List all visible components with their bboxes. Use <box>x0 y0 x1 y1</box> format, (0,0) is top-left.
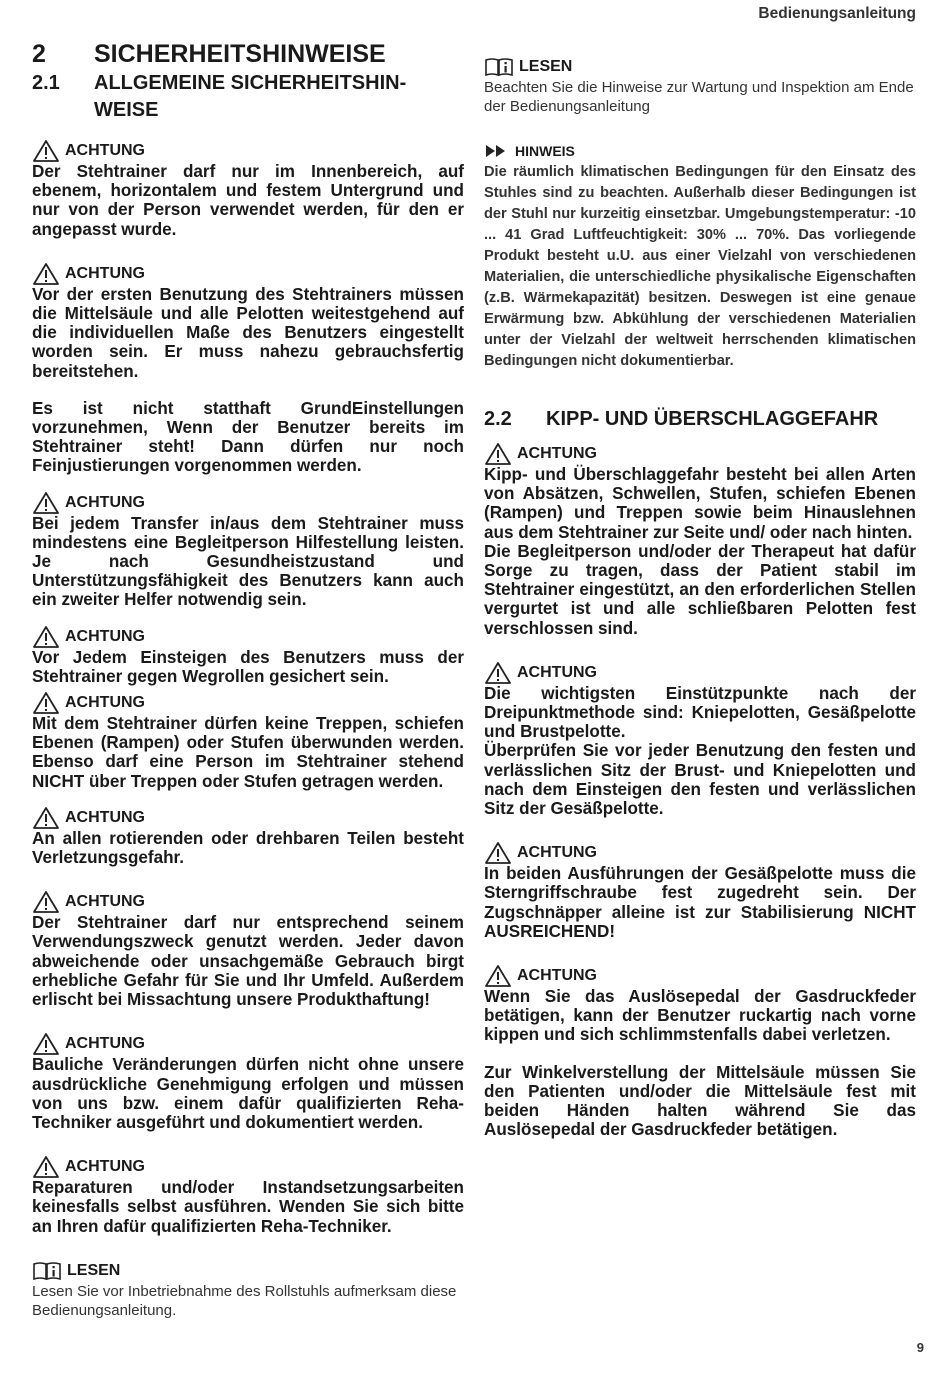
page-number: 9 <box>916 1340 924 1355</box>
warning-text: Der Stehtrainer darf nur entsprechend seinem Verwendungszweck genutzt werden. Jeder davon abweichende oder unsachgemäße Gebrauch birgt erhebliche Gefahr für Sie und Ihr Umfeld. Außerdem erlischt bei Missachtung unsere Produkthaftung! <box>32 913 464 1010</box>
read-label: LESEN <box>32 1260 464 1282</box>
read-block <box>484 56 916 116</box>
warning-label: ACHTUNG <box>32 263 464 285</box>
warning-text: Kipp- und Überschlaggefahr besteht bei allen Arten von Absätzen, Schwellen, Stufen, schiefen Ebenen (Rampen) und Treppen sowie beim Hinauslehnen aus dem Stehtrainer zur Seite und/ oder nach hinten. Die Begleitperson und/oder der Therapeut hat dafür Sorge zu tragen, dass der Patient stabil im Stehtrainer eingestützt, an den erforderlichen Stellen vergurtet ist und alle schließbaren Pelotten fest verschlossen sind. <box>484 465 916 638</box>
warning-text: Der Stehtrainer darf nur im Innenbereich, auf ebenem, horizontalem und festem Untergrund und nur von der Person verwendet werden, für den er angepasst wurde. <box>32 162 464 239</box>
right-column <box>484 50 916 1139</box>
warning-block <box>32 263 464 381</box>
hint-label: HINWEIS <box>484 140 916 162</box>
warning-label: ACHTUNG <box>484 662 916 684</box>
warning-block <box>32 140 464 239</box>
warning-block <box>32 891 464 1009</box>
warning-label: ACHTUNG <box>484 443 916 465</box>
warning-label: ACHTUNG <box>484 842 916 864</box>
book-info-icon <box>484 57 514 77</box>
warning-block <box>32 807 464 867</box>
section-number: 2 <box>32 40 46 68</box>
section-number: 2.2 <box>484 408 512 430</box>
warning-triangle-icon <box>32 890 60 914</box>
warning-triangle-icon <box>484 964 512 988</box>
warning-label: ACHTUNG <box>484 965 916 987</box>
warning-label: ACHTUNG <box>32 492 464 514</box>
hint-block <box>484 140 916 372</box>
warning-block <box>484 443 916 638</box>
warning-triangle-icon <box>32 1155 60 1179</box>
warning-triangle-icon <box>32 139 60 163</box>
section-number: 2.1 <box>32 72 60 94</box>
paragraph: Es ist nicht statthaft GrundEinstellungen vorzunehmen, Wenn der Benutzer bereits im Stehtrainer steht! Dann dürfen nur noch Feinjustierungen vorgenommen werden. <box>32 398 464 476</box>
warning-triangle-icon <box>32 625 60 649</box>
warning-label: ACHTUNG <box>32 807 464 829</box>
warning-text: Die wichtigsten Einstützpunkte nach der Dreipunktmethode sind: Kniepelotten, Gesäßpelotte und Brustpelotte. Überprüfen Sie vor jeder Benutzung den festen und verlässlichen Sitz der Brust- und Kniepelotten und nach dem Einsteigen den festen und verlässlichen Sitz der Gesäßpelotte. <box>484 683 916 819</box>
warning-text: Wenn Sie das Auslösepedal der Gasdruckfeder betätigen, kann der Benutzer ruckartig nach vorne kippen und sich schlimmstenfalls dabei verletzen. <box>484 987 916 1045</box>
warning-block <box>32 1033 464 1132</box>
warning-block <box>484 842 916 941</box>
section-title: ALLGEMEINE SICHERHEITSHIN-WEISE <box>94 72 407 121</box>
warning-text: Mit dem Stehtrainer dürfen keine Treppen, schiefen Ebenen (Rampen) oder Stufen überwunden werden. Ebenso darf eine Person im Stehtrainer stehend NICHT über Treppen oder Stufen getragen werden. <box>32 714 464 791</box>
warning-label: ACHTUNG <box>32 1033 464 1055</box>
warning-triangle-icon <box>32 262 60 286</box>
warning-text: In beiden Ausführungen der Gesäßpelotte muss die Sterngriffschraube fest zugedreht sein. Der Zugschnäpper alleine ist zur Stabilisierung NICHT AUSREICHEND! <box>484 864 916 941</box>
section-title: SICHERHEITSHINWEISE <box>94 40 386 68</box>
warning-text: Vor der ersten Benutzung des Stehtrainers müssen die Mittelsäule und alle Pelotten weitestgehend auf die individuellen Maße des Benutzers eingestellt worden sein. Er muss nahezu gebrauchsfertig bereitstehen. <box>32 284 464 381</box>
warning-block <box>484 965 916 1045</box>
section-title: KIPP- UND ÜBERSCHLAGGEFAHR <box>546 408 879 430</box>
warning-block <box>32 1156 464 1236</box>
section-2-1-heading <box>32 70 464 124</box>
warning-text: An allen rotierenden oder drehbaren Teilen besteht Verletzungsgefahr. <box>32 828 464 868</box>
warning-text: Vor Jedem Einsteigen des Benutzers muss der Stehtrainer gegen Wegrollen gesichert sein. <box>32 647 464 686</box>
warning-triangle-icon <box>484 442 512 466</box>
book-info-icon <box>32 1261 62 1281</box>
warning-triangle-icon <box>32 491 60 515</box>
section-2-2-heading <box>484 406 916 433</box>
warning-text: Reparaturen und/oder Instandsetzungsarbeiten keinesfalls selbst ausführen. Wenden Sie sich bitte an Ihren dafür qualifizierten Reha-Techniker. <box>32 1178 464 1236</box>
warning-block <box>32 492 464 610</box>
warning-block <box>484 662 916 818</box>
double-arrow-icon <box>484 144 510 158</box>
warning-text: Bauliche Veränderungen dürfen nicht ohne unsere ausdrückliche Genehmigung erfolgen und müssen von uns bzw. einem dafür qualifizierten Reha-Techniker ausgeführt und dokumentiert werden. <box>32 1055 464 1132</box>
warning-label: ACHTUNG <box>32 1156 464 1178</box>
read-label: LESEN <box>484 56 916 78</box>
read-text: Beachten Sie die Hinweise zur Wartung und Inspektion am Ende der Bedienungsanleitung <box>484 79 914 115</box>
warning-label: ACHTUNG <box>32 140 464 162</box>
warning-triangle-icon <box>484 661 512 685</box>
warning-label: ACHTUNG <box>32 891 464 913</box>
read-text: Lesen Sie vor Inbetriebnahme des Rollstuhls aufmerksam diese Bedienungsanleitung. <box>32 1282 457 1319</box>
warning-triangle-icon <box>484 841 512 865</box>
hint-text: Die räumlich klimatischen Bedingungen für den Einsatz des Stuhles sind zu beachten. Außerhalb dieser Bedingungen ist der Stuhl nur kurzeitig einsetzbar. Umgebungstemperatur: -10 ... 41 Grad Luftfeuchtigkeit: 30% ... 70%. Das vorliegende Produkt besteht u.U. aus einer Vielzahl von verschiedenen Materialien, die unterschiedliche physikalische Eigenschaften (z.B. Wärmekapazität) besitzen. Deswegen ist eine genaue Erwärmung bzw. Abkühlung der verschiedenen Materialien unter der Vielzahl der weltweit herrschenden klimatischen Bedingungen nicht dokumentierbar. <box>484 164 916 369</box>
warning-block <box>32 626 464 686</box>
warning-label: ACHTUNG <box>32 626 464 648</box>
paragraph: Zur Winkelverstellung der Mittelsäule müssen Sie den Patienten und/oder die Mittelsäule fest mit beiden Händen halten während Sie das Auslösepedal der Gasdruckfeder betätigen. <box>484 1062 916 1140</box>
warning-triangle-icon <box>32 1032 60 1056</box>
warning-label: ACHTUNG <box>32 692 464 714</box>
running-header: Bedienungsanleitung <box>758 5 916 22</box>
section-2-heading <box>32 38 464 70</box>
left-column <box>32 38 464 1320</box>
warning-block <box>32 692 464 791</box>
warning-text: Bei jedem Transfer in/aus dem Stehtrainer muss mindestens eine Begleitperson Hilfestellung leisten. Je nach Gesundheistzustand und Unterstützungsfähigkeit des Benutzers kann auch ein zweiter Helfer notwendig sein. <box>32 513 464 610</box>
warning-triangle-icon <box>32 806 60 830</box>
warning-triangle-icon <box>32 691 60 715</box>
read-block <box>32 1260 464 1320</box>
